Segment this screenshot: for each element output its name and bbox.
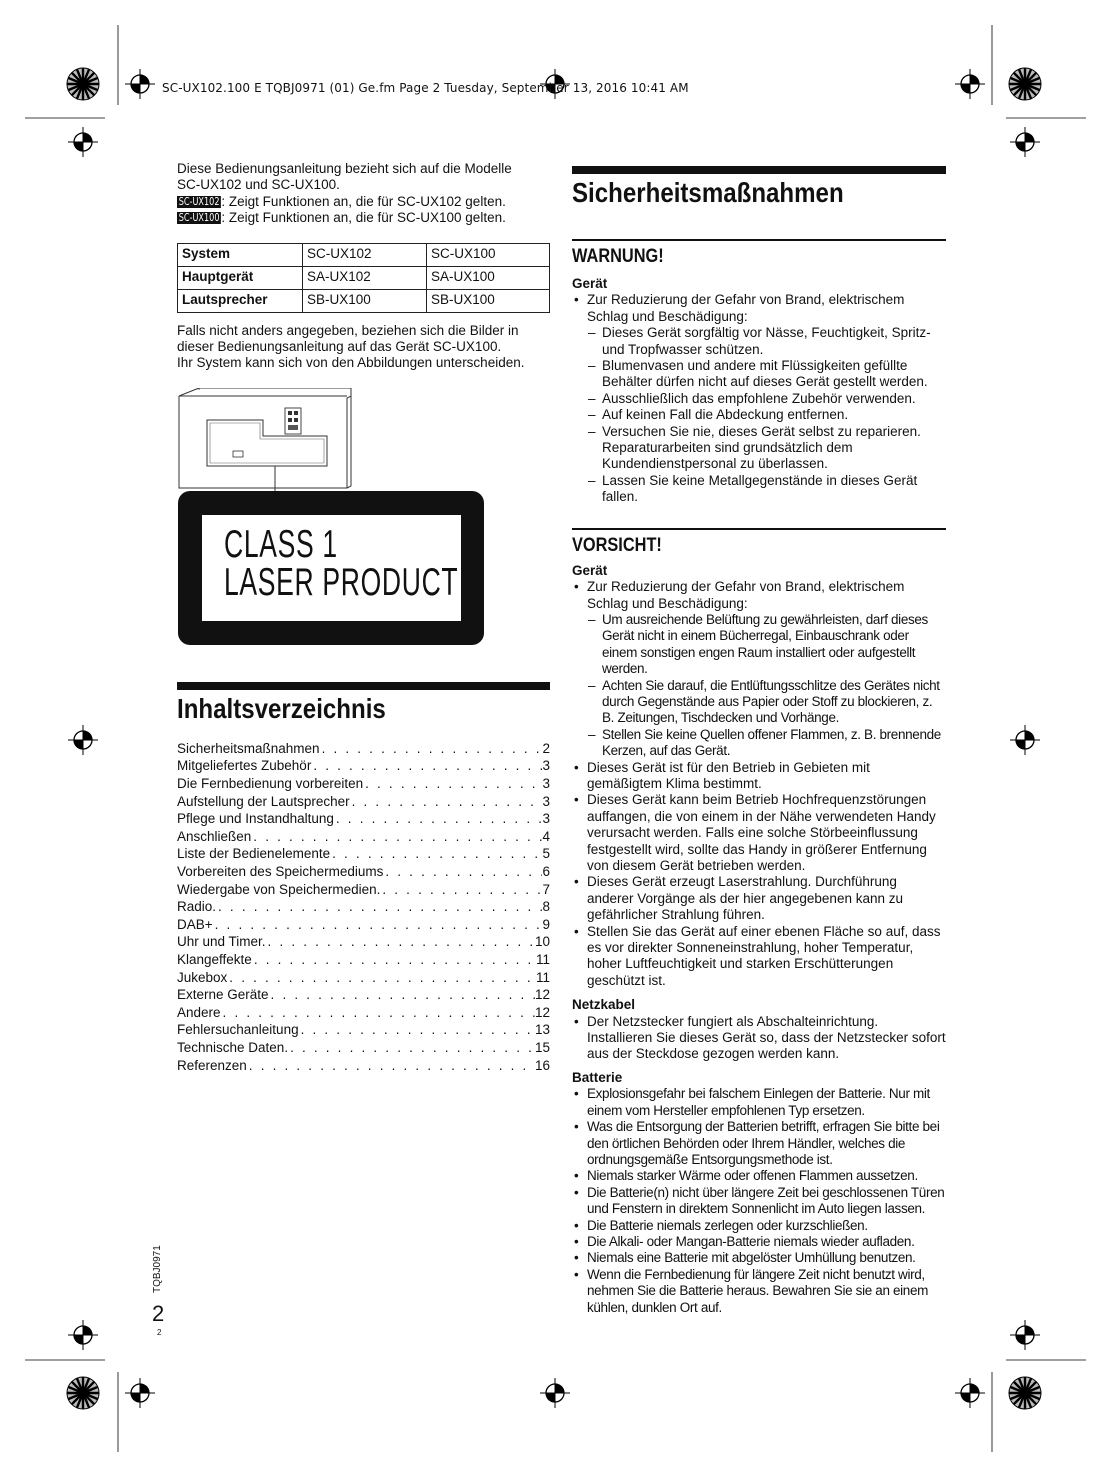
toc-leader-dots (227, 970, 536, 986)
list-item (572, 579, 946, 759)
intro-line-1: Diese Bedienungsanleitung bezieht sich auf die Modelle (177, 161, 512, 176)
toc-entry-label: Wiedergabe von Speichermedien. (177, 881, 381, 897)
list-item: • Dieses Gerät erzeugt Laserstrahlung. Durchführung anderer Vorgänge als der hier angegebenen kann zu gefährlicher Strahlung führen. (572, 874, 946, 923)
toc-entry-label: Radio. (177, 899, 217, 915)
tag-description: : Zeigt Funktionen an, die für SC-UX100 gelten. (221, 210, 506, 226)
toc-leader-dots (330, 846, 542, 862)
table-cell: SB-UX100 (427, 289, 550, 312)
toc-entry[interactable] (177, 741, 550, 759)
toc-entry-label: Vorbereiten des Speichermediums (177, 864, 384, 879)
safety-title: Sicherheitsmaßnahmen (572, 177, 844, 208)
toc-leader-dots (311, 758, 542, 774)
note-line: Falls nicht anders angegeben, beziehen sich die Bilder in (177, 322, 519, 338)
warning-dash-list (587, 325, 946, 505)
list-item: • Wenn die Fernbedienung für längere Zeit nicht benutzt wird, nehmen Sie die Batterie heraus. Bewahren Sie sie an einem kühlen, dunklen Ort auf. (572, 1267, 946, 1316)
table-of-contents (177, 741, 550, 1075)
list-item: – Stellen Sie keine Quellen offener Flammen, z. B. brennende Kerzen, auf das Gerät. (587, 727, 946, 760)
toc-entry[interactable] (177, 1058, 550, 1076)
toc-entry-label: Anschließen (177, 828, 252, 844)
toc-entry-page: 3 (542, 776, 550, 792)
toc-entry-page: 3 (542, 793, 550, 809)
list-item: – Achten Sie darauf, die Entlüftungsschlitze des Gerätes nicht durch Gegenstände aus Papier oder Stoff zu blockieren, z. B. Zeitungen, Tischdecken und Vorhänge. (587, 678, 946, 727)
list-item: • Stellen Sie das Gerät auf einer ebenen Fläche so auf, dass es vor direkter Sonneneinstrahlung, hoher Temperatur, hoher Luftfeuchtigkeit und starken Erschütterungen geschützt ist. (572, 924, 946, 990)
toc-entry-page: 4 (542, 828, 550, 844)
intro-tag-line-1 (177, 194, 550, 210)
toc-entry[interactable] (177, 987, 550, 1005)
right-column (572, 166, 946, 1316)
toc-entry[interactable] (177, 776, 550, 794)
toc-leader-dots (320, 741, 543, 757)
laser-product-line: LASER PRODUCT (224, 560, 459, 604)
toc-entry-page: 15 (534, 1039, 550, 1055)
table-cell: Hauptgerät (178, 266, 303, 289)
toc-entry-page: 6 (542, 864, 550, 879)
table-cell: SA-UX102 (303, 266, 427, 289)
toc-leader-dots (363, 776, 542, 792)
toc-leader-dots (269, 987, 535, 1003)
toc-entry[interactable] (177, 811, 550, 829)
battery-heading: Batterie (572, 1069, 623, 1085)
model-tag-ux100: SC-UX100 (178, 212, 220, 225)
list-item-text: Zur Reduzierung der Gefahr von Brand, elektrischem Schlag und Beschädigung: (587, 579, 905, 611)
model-tag-ux102: SC-UX102 (178, 195, 220, 208)
table-cell: SC-UX102 (303, 243, 427, 266)
toc-entry[interactable] (177, 934, 550, 952)
toc-entry-page: 3 (542, 758, 550, 774)
table-cell: Lautsprecher (178, 289, 303, 312)
warning-heading-block (572, 239, 946, 269)
intro-line-2: SC-UX102 und SC-UX100. (177, 177, 340, 193)
toc-entry-page: 5 (542, 846, 550, 862)
toc-entry-label: Jukebox (177, 969, 228, 985)
toc-entry-label: Uhr und Timer. (177, 934, 266, 950)
toc-entry[interactable] (177, 758, 550, 776)
list-item: • Die Batterie niemals zerlegen oder kurzschließen. (572, 1218, 946, 1234)
toc-entry[interactable] (177, 864, 550, 882)
list-item: • Dieses Gerät kann beim Betrieb Hochfrequenzstörungen auffangen, die von einem in der Nähe verwendeten Handy verursacht werden. Falls eine solche Störbeeinflussung festgestellt wird, sollte das Handy in größerer Entfernung von diesem Gerät betrieben werden. (572, 792, 946, 874)
table-row (178, 243, 550, 266)
toc-entry[interactable] (177, 794, 550, 812)
table-cell: SB-UX100 (303, 289, 427, 312)
caution-dash-list (587, 612, 946, 760)
toc-entry-page: 8 (542, 899, 550, 915)
list-item: – Auf keinen Fall die Abdeckung entfernen. (587, 407, 946, 423)
toc-entry-page: 16 (534, 1057, 550, 1073)
note-line: Ihr System kann sich von den Abbildungen unterscheiden. (177, 355, 525, 371)
toc-entry-page: 11 (535, 969, 550, 985)
power-cord-list (572, 1014, 946, 1063)
list-item-text: Zur Reduzierung der Gefahr von Brand, elektrischem Schlag und Beschädigung: (587, 292, 905, 324)
page-number: 2 (152, 1301, 165, 1326)
list-item: • Explosionsgefahr bei falschem Einlegen der Batterie. Nur mit einem vom Hersteller empfohlenen Typ ersetzen. (572, 1086, 946, 1119)
laser-label-figure (177, 388, 550, 656)
warning-title: WARNUNG! (572, 246, 664, 267)
toc-entry[interactable] (177, 917, 550, 935)
toc-entry-label: Pflege und Instandhaltung (177, 811, 334, 827)
caution-device-heading: Gerät (572, 562, 608, 578)
list-item: – Lassen Sie keine Metallgegenstände in dieses Gerät fallen. (587, 473, 946, 506)
safety-heading-block (572, 166, 946, 209)
toc-entry-page: 12 (534, 1004, 550, 1020)
toc-entry-label: Andere (177, 1004, 221, 1020)
toc-entry-label: Liste der Bedienelemente (177, 846, 331, 862)
toc-leader-dots (213, 917, 543, 933)
toc-entry-page: 12 (534, 987, 550, 1003)
toc-entry-page: 11 (535, 951, 550, 967)
list-item (572, 292, 946, 505)
toc-entry-label: Referenzen (177, 1057, 247, 1073)
toc-entry[interactable] (177, 1040, 550, 1058)
toc-leader-dots (221, 1005, 535, 1021)
toc-leader-dots (216, 899, 542, 915)
toc-entry-label: Mitgeliefertes Zubehör (177, 758, 312, 774)
toc-entry-page: 7 (542, 881, 550, 897)
list-item: • Niemals eine Batterie mit abgelöster Umhüllung benutzen. (572, 1250, 946, 1266)
table-row (178, 289, 550, 312)
tag-description: : Zeigt Funktionen an, die für SC-UX102 gelten. (221, 193, 506, 209)
warning-device-heading: Gerät (572, 276, 608, 291)
toc-leader-dots (247, 1058, 535, 1074)
laser-label-text (224, 522, 459, 604)
toc-entry-page: 10 (534, 934, 550, 950)
list-item: – Versuchen Sie nie, dieses Gerät selbst zu reparieren. Reparaturarbeiten sind grundsätzlich dem Kundendienstpersonal zu überlassen. (587, 424, 946, 473)
toc-entry[interactable] (177, 846, 550, 864)
list-item: – Blumenvasen und andere mit Flüssigkeiten gefüllte Behälter dürfen nicht auf dieses Gerät gestellt werden. (587, 358, 946, 391)
toc-entry-page: 9 (542, 916, 550, 932)
list-item: • Dieses Gerät ist für den Betrieb in Gebieten mit gemäßigtem Klima bestimmt. (572, 760, 946, 793)
list-item: – Dieses Gerät sorgfältig vor Nässe, Feuchtigkeit, Spritz- und Tropfwasser schützen. (587, 325, 946, 358)
toc-entry-label: Klangeffekte (177, 951, 252, 967)
toc-entry[interactable] (177, 829, 550, 847)
left-column (177, 161, 550, 1075)
table-row (178, 266, 550, 289)
caution-heading-block (572, 528, 946, 558)
models-table (177, 243, 550, 313)
toc-leader-dots (251, 829, 542, 845)
file-header: SC-UX102.100 E TQBJ0971 (01) Ge.fm Page 2 Tuesday, September 13, 2016 10:41 AM (162, 81, 689, 95)
battery-list (572, 1086, 946, 1316)
toc-entry[interactable] (177, 970, 550, 988)
table-cell: System (178, 243, 303, 266)
toc-leader-dots (383, 864, 542, 880)
list-item: • Was die Entsorgung der Batterien betrifft, erfragen Sie bitte bei den örtlichen Behörden oder Ihrem Händler, welches die ordnungsgemäße Entsorgungsmethode ist. (572, 1119, 946, 1168)
toc-leader-dots (266, 934, 535, 950)
toc-leader-dots (288, 1040, 535, 1056)
caution-title: VORSICHT! (572, 534, 662, 556)
list-item: • Die Batterie(n) nicht über längere Zeit bei geschlossenen Türen und Fenstern in direktem Sonnenlicht im Auto liegen lassen. (572, 1185, 946, 1218)
toc-leader-dots (299, 1022, 535, 1038)
toc-entry-page: 13 (534, 1022, 550, 1038)
caution-list (572, 579, 946, 989)
toc-entry-label: Externe Geräte (177, 987, 269, 1003)
toc-entry-label: Die Fernbedienung vorbereiten (177, 776, 364, 792)
toc-entry-page: 2 (542, 740, 550, 756)
list-item: – Ausschließlich das empfohlene Zubehör verwenden. (587, 391, 946, 407)
toc-entry-label: Technische Daten. (177, 1039, 289, 1055)
note-line: dieser Bedienungsanleitung auf das Gerät SC-UX100. (177, 339, 502, 355)
list-item: – Um ausreichende Belüftung zu gewährleisten, darf dieses Gerät nicht in einem Bücherregal, Einbauschrank oder einem sonstigen engen Raum installiert oder aufgestellt werden. (587, 612, 946, 678)
toc-leader-dots (252, 952, 536, 968)
list-item: • Niemals starker Wärme oder offenen Flammen aussetzen. (572, 1168, 946, 1184)
toc-entry-label: DAB+ (177, 916, 213, 932)
toc-entry[interactable] (177, 882, 550, 900)
toc-title: Inhaltsverzeichnis (177, 692, 386, 724)
page-number-small: 2 (157, 1328, 162, 1337)
list-item: • Der Netzstecker fungiert als Abschalteinrichtung. Installieren Sie dieses Gerät so, dass der Netzstecker sofort aus der Steckdose gezogen werden kann. (572, 1014, 946, 1063)
toc-entry[interactable] (177, 1005, 550, 1023)
toc-entry-label: Sicherheitsmaßnahmen (177, 740, 320, 756)
power-cord-heading: Netzkabel (572, 997, 636, 1013)
device-illustration (177, 388, 550, 656)
document-code: TQBJ0971 (152, 1245, 163, 1293)
toc-leader-dots (380, 882, 542, 898)
toc-entry-page: 3 (542, 811, 550, 827)
toc-entry-label: Fehlersuchanleitung (177, 1022, 299, 1038)
toc-entry[interactable] (177, 952, 550, 970)
intro-tag-line-2 (177, 210, 550, 226)
toc-leader-dots (334, 811, 543, 827)
toc-leader-dots (350, 794, 543, 810)
toc-entry[interactable] (177, 1022, 550, 1040)
toc-entry[interactable] (177, 899, 550, 917)
table-cell: SC-UX100 (427, 243, 550, 266)
images-note (177, 323, 550, 372)
toc-entry-label: Aufstellung der Lautsprecher (177, 793, 350, 809)
laser-class-line: CLASS 1 (224, 522, 338, 566)
toc-heading-block (177, 682, 550, 725)
list-item: • Die Alkali- oder Mangan-Batterie niemals wieder aufladen. (572, 1234, 946, 1250)
table-cell: SA-UX100 (427, 266, 550, 289)
warning-list (572, 292, 946, 505)
